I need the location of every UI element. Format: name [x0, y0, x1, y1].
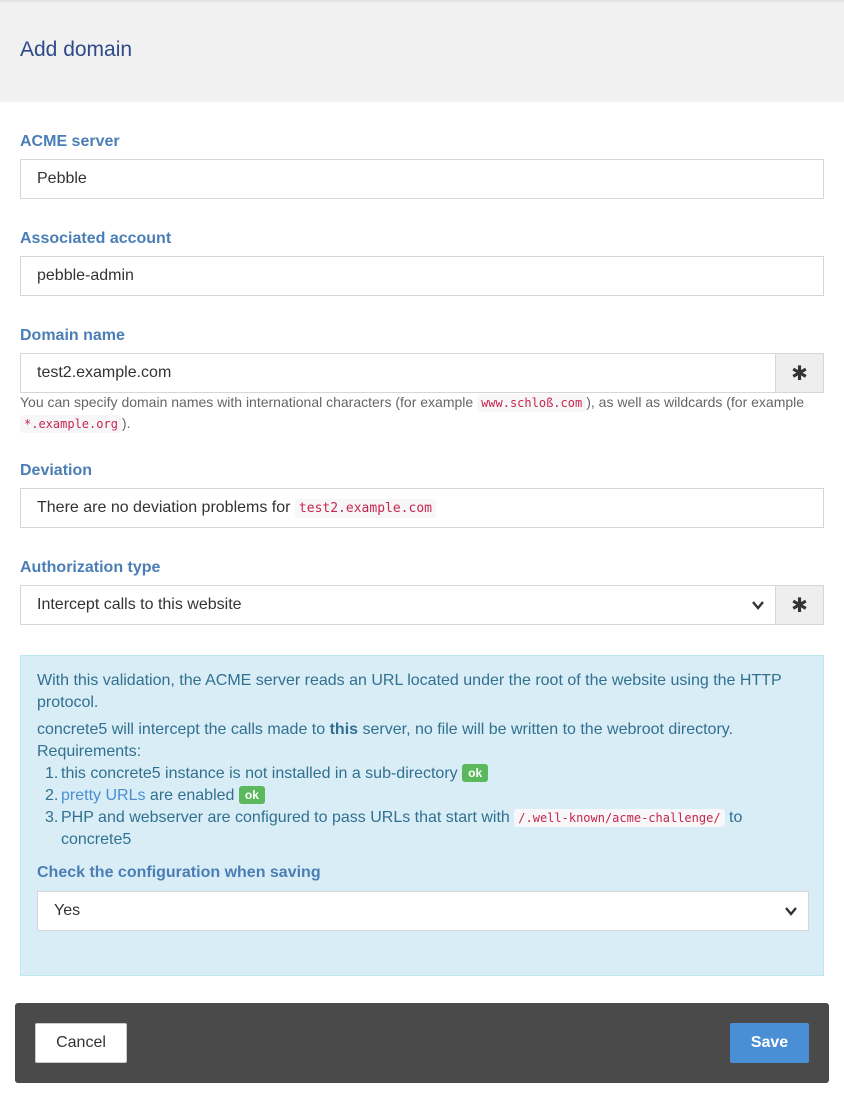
form-footer: [15, 1003, 829, 1083]
ok-badge: ok: [462, 764, 488, 782]
chevron-down-icon: [751, 598, 765, 612]
account-select[interactable]: [20, 256, 824, 296]
deviation-domain-code: test2.example.com: [295, 499, 436, 518]
domain-help-text: You can specify domain names with international characters (for example www.schloß.com ), as well as wildcards (for example *.example.org ).: [20, 394, 805, 431]
requirement-item: 3. PHP and webserver are configured to pass URLs that start with /.well-known/acme-challenge/ to concrete5: [45, 809, 743, 848]
info-paragraph-2: concrete5 will intercept the calls made to this server, no file will be written to the webroot directory.: [37, 721, 734, 738]
domain-label: Domain name: [20, 327, 125, 344]
asterisk-icon: ✱: [791, 594, 808, 617]
acme-server-select[interactable]: [20, 159, 824, 199]
deviation-label: Deviation: [20, 462, 93, 479]
page-title: Add domain: [20, 38, 133, 61]
account-label: Associated account: [20, 230, 172, 247]
domain-value: test2.example.com: [37, 364, 172, 381]
check-config-value: Yes: [54, 902, 81, 919]
deviation-text: There are no deviation problems for: [37, 499, 295, 516]
requirement-item: 2. pretty URLs are enabled ok: [61, 785, 265, 807]
account-value: pebble-admin: [37, 267, 134, 284]
cancel-button[interactable]: Cancel: [35, 1023, 127, 1063]
deviation-box: [20, 488, 824, 528]
requirement-item: 1. this concrete5 instance is not installed in a sub-directory ok: [61, 763, 488, 785]
check-config-label: Check the configuration when saving: [37, 864, 321, 881]
domain-help-wildcard-code: *.example.org: [20, 415, 122, 433]
acme-challenge-path-code: /.well-known/acme-challenge/: [514, 809, 724, 827]
authorization-label: Authorization type: [20, 559, 161, 576]
acme-server-value: Pebble: [37, 170, 87, 187]
save-button[interactable]: Save: [730, 1023, 809, 1063]
asterisk-icon: ✱: [791, 362, 808, 385]
acme-server-label: ACME server: [20, 133, 120, 150]
domain-input[interactable]: [20, 353, 776, 393]
validation-info-panel: [20, 655, 824, 976]
chevron-down-icon: [784, 904, 798, 918]
domain-help-example-code: www.schloß.com: [477, 394, 586, 412]
requirements-heading: Requirements:: [37, 743, 142, 760]
pretty-urls-link[interactable]: pretty URLs: [61, 787, 146, 804]
authorization-required-addon: [775, 585, 824, 625]
info-paragraph-1: With this validation, the ACME server reads an URL located under the root of the website using the HTTP protocol.: [37, 672, 782, 711]
check-config-select[interactable]: [37, 891, 809, 931]
authorization-select[interactable]: [20, 585, 776, 625]
ok-badge: ok: [239, 786, 265, 804]
domain-required-addon: [775, 353, 824, 393]
page-header: [0, 0, 844, 102]
authorization-value: Intercept calls to this website: [37, 596, 242, 613]
